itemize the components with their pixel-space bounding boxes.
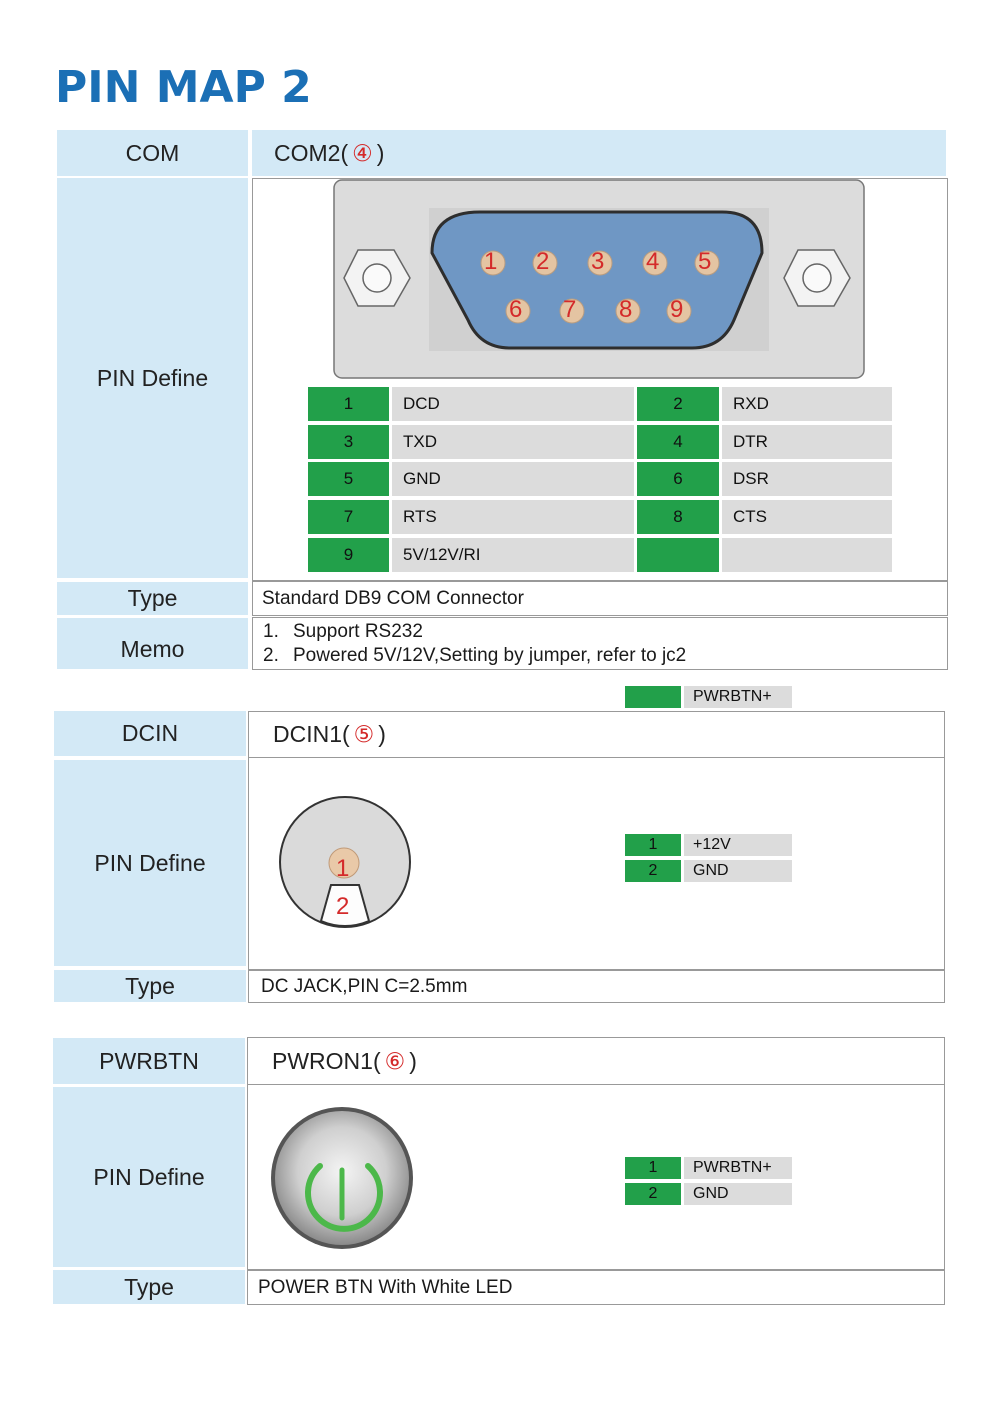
db9-connector-image (332, 178, 872, 383)
pin-name-cell: DCD (392, 387, 634, 421)
pin-number-cell: 1 (308, 387, 389, 421)
pin-name-cell (722, 538, 892, 572)
pin-name-cell: TXD (392, 425, 634, 459)
dcin-type-value: DC JACK,PIN C=2.5mm (248, 970, 945, 1003)
pwrbtn-label: PWRBTN (53, 1038, 245, 1084)
pin-name-cell: RTS (392, 500, 634, 534)
pin-name-cell: PWRBTN+ (684, 1157, 792, 1179)
db9-pin-label: 5 (698, 248, 712, 275)
com-memo-label: Memo (57, 618, 248, 669)
dcin-header-circ: ⑤ (353, 721, 375, 747)
pwrbtn-pin-define-label: PIN Define (53, 1087, 245, 1267)
dcin-header-close: ) (378, 721, 386, 747)
db9-pin-label: 9 (670, 296, 684, 323)
pwrbtn-header-name: PWRON1( (272, 1047, 381, 1074)
legend-label: PWRBTN+ (684, 686, 792, 708)
dcin-pin-define-label: PIN Define (54, 760, 246, 966)
memo-line: 2. Powered 5V/12V,Setting by jumper, refer to jc2 (263, 645, 687, 666)
pwrbtn-header-close: ) (409, 1047, 417, 1074)
pwrbtn-type-label: Type (53, 1270, 245, 1304)
pwrbtn-type-value: POWER BTN With White LED (247, 1270, 945, 1305)
pin-number-cell: 8 (637, 500, 719, 534)
dcin-type-label: Type (54, 970, 246, 1002)
com-type-value: Standard DB9 COM Connector (252, 581, 948, 616)
pin-name-cell: CTS (722, 500, 892, 534)
com-header (252, 130, 946, 176)
pin-number-cell: 6 (637, 462, 719, 496)
com-type-label: Type (57, 582, 248, 615)
com-memo-value (252, 617, 948, 670)
com-header-close: ) (376, 139, 385, 166)
pin-number-cell: 5 (308, 462, 389, 496)
com-header-name: COM2( (274, 139, 349, 166)
pin-number-cell: 2 (637, 387, 719, 421)
pin-number-cell: 3 (308, 425, 389, 459)
db9-pin-label: 8 (619, 296, 633, 323)
pin-name-cell: +12V (684, 834, 792, 856)
db9-pin-label: 2 (536, 248, 550, 275)
com-label: COM (57, 130, 248, 176)
pin-name-cell: DSR (722, 462, 892, 496)
db9-pin-label: 1 (484, 248, 498, 275)
pin-number-cell: 2 (625, 860, 681, 882)
pin-name-cell: RXD (722, 387, 892, 421)
pwrbtn-header (247, 1037, 945, 1085)
dcin-header-name: DCIN1( (273, 721, 350, 747)
pwrbtn-header-circ: ⑥ (384, 1047, 406, 1074)
db9-pin-label: 4 (646, 248, 660, 275)
db9-pin-label: 7 (563, 296, 577, 323)
pin-name-cell: 5V/12V/RI (392, 538, 634, 572)
com-pin-define-label: PIN Define (57, 178, 248, 578)
com-header-circ: ④ (352, 139, 373, 166)
pin-number-cell: 1 (625, 1157, 681, 1179)
page-title: PIN MAP 2 (55, 62, 312, 113)
dcin-label: DCIN (54, 711, 246, 756)
dcin-header (248, 711, 945, 758)
pin-number-cell: 7 (308, 500, 389, 534)
pin-name-cell: GND (684, 860, 792, 882)
pin-number-cell: 1 (625, 834, 681, 856)
memo-line: 1. Support RS232 (263, 621, 423, 642)
pin-number-cell: 9 (308, 538, 389, 572)
pin-name-cell: GND (392, 462, 634, 496)
pin-number-cell (637, 538, 719, 572)
pin-number-cell: 2 (625, 1183, 681, 1205)
power-icon (268, 1104, 416, 1252)
pin-number-cell: 4 (637, 425, 719, 459)
pin-name-cell: DTR (722, 425, 892, 459)
jack-pin-label: 1 (336, 855, 350, 882)
db9-pin-label: 6 (509, 296, 523, 323)
jack-pin-label: 2 (336, 893, 350, 920)
db9-pin-label: 3 (591, 248, 605, 275)
legend-green-swatch (625, 686, 681, 708)
pin-name-cell: GND (684, 1183, 792, 1205)
